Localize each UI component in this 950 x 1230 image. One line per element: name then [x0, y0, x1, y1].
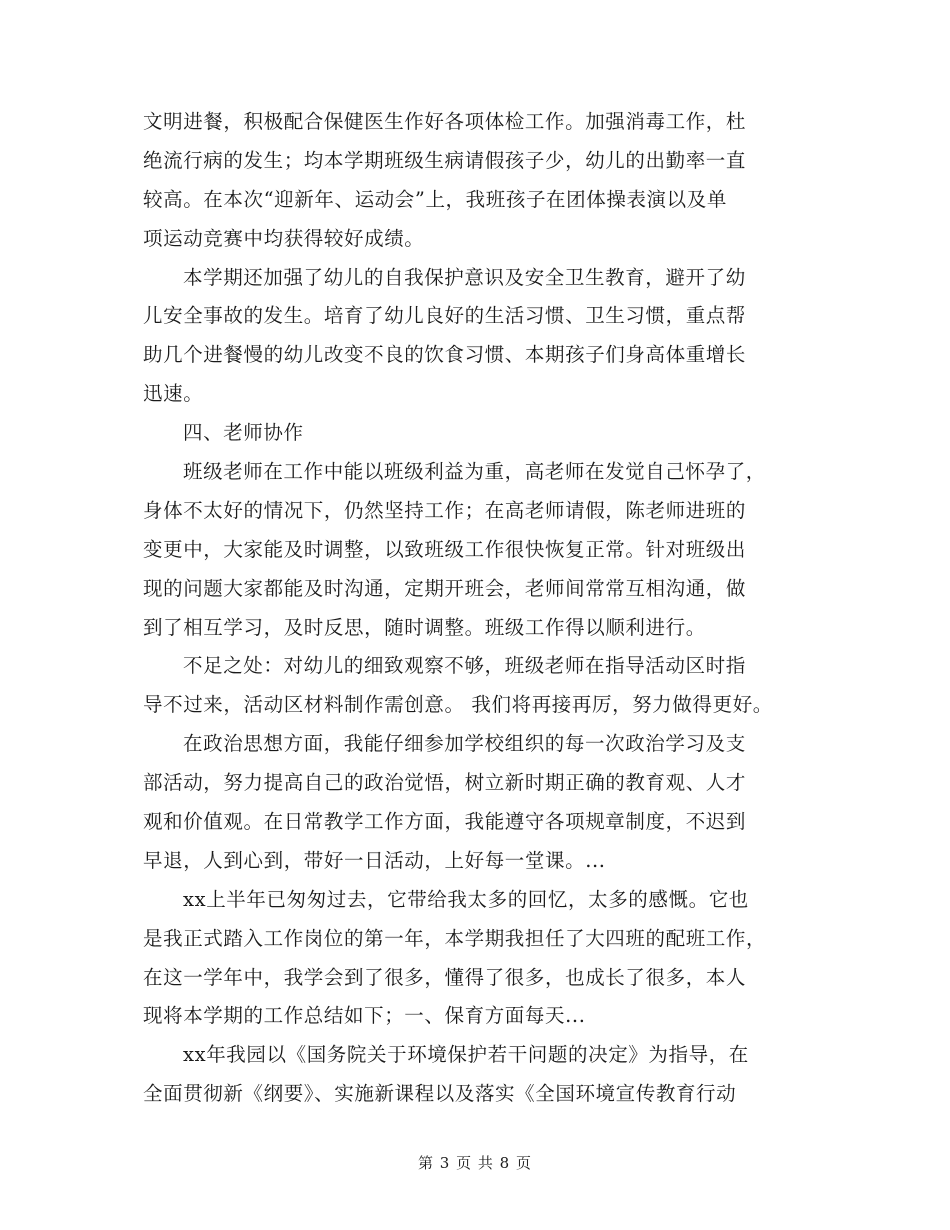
- paragraph-start-line: 本学期还加强了幼儿的自我保护意识及安全卫生教育，避开了幼: [183, 265, 746, 289]
- text-line: 迅速。: [143, 382, 204, 406]
- text-line: 儿安全事故的发生。培育了幼儿良好的生活习惯、卫生习惯，重点帮: [143, 304, 747, 328]
- paragraph-start-line: 班级老师在工作中能以班级利益为重，高老师在发觉自己怀孕了，: [183, 460, 766, 484]
- text-line: 现的问题大家都能及时沟通，定期开班会，老师间常常互相沟通，做: [143, 576, 747, 600]
- section-heading: 四、老师协作: [183, 421, 304, 445]
- text-line: 导不过来，活动区材料制作需创意。 我们将再接再厉，努力做得更好。: [143, 693, 773, 717]
- paragraph-start-line: 不足之处：对幼儿的细致观察不够，班级老师在指导活动区时指: [183, 654, 746, 678]
- text-line: 是我正式踏入工作岗位的第一年，本学期我担任了大四班的配班工作，: [143, 926, 767, 950]
- text-line: 变更中，大家能及时调整，以致班级工作很快恢复正常。针对班级出: [143, 537, 747, 561]
- text-line: 到了相互学习，及时反思，随时调整。班级工作得以顺利进行。: [143, 615, 706, 639]
- paragraph-start-line: 在政治思想方面，我能仔细参加学校组织的每一次政治学习及支: [183, 732, 746, 756]
- text-line: 文明进餐，积极配合保健医生作好各项体检工作。加强消毒工作，杜: [143, 110, 747, 133]
- text-line: 绝流行病的发生；均本学期班级生病请假孩子少，幼儿的出勤率一直: [143, 148, 747, 172]
- text-line: 全面贯彻新《纲要》、实施新课程以及落实《全国环境宣传教育行动: [143, 1082, 737, 1106]
- text-line: 助几个进餐慢的幼儿改变不良的饮食习惯、本期孩子们身高体重增长: [143, 343, 747, 367]
- text-line: 早退，人到心到，带好一日活动，上好每一堂课。...: [143, 848, 606, 872]
- text-line: 项运动竞赛中均获得较好成绩。: [143, 226, 425, 250]
- text-line: 部活动，努力提高自己的政治觉悟，树立新时期正确的教育观、人才: [143, 771, 747, 795]
- text-line: 较高。在本次“迎新年、运动会”上，我班孩子在团体操表演以及单: [143, 187, 727, 211]
- page-number-footer: 第 3 页 共 8 页: [418, 1154, 532, 1172]
- paragraph-start-line: xx上半年已匆匆过去，它带给我太多的回忆，太多的感慨。它也: [183, 887, 749, 911]
- text-line: 观和价值观。在日常教学工作方面，我能遵守各项规章制度，不迟到: [143, 810, 747, 834]
- text-line: 现将本学期的工作总结如下；一、保育方面每天...: [143, 1004, 586, 1028]
- text-line: 身体不太好的情况下，仍然坚持工作；在高老师请假，陈老师进班的: [143, 498, 747, 522]
- document-body: [143, 103, 823, 1114]
- text-line: 在这一学年中，我学会到了很多，懂得了很多，也成长了很多，本人: [143, 965, 747, 989]
- paragraph-start-line: xx年我园以《国务院关于环境保护若干问题的决定》为指导，在: [183, 1043, 749, 1067]
